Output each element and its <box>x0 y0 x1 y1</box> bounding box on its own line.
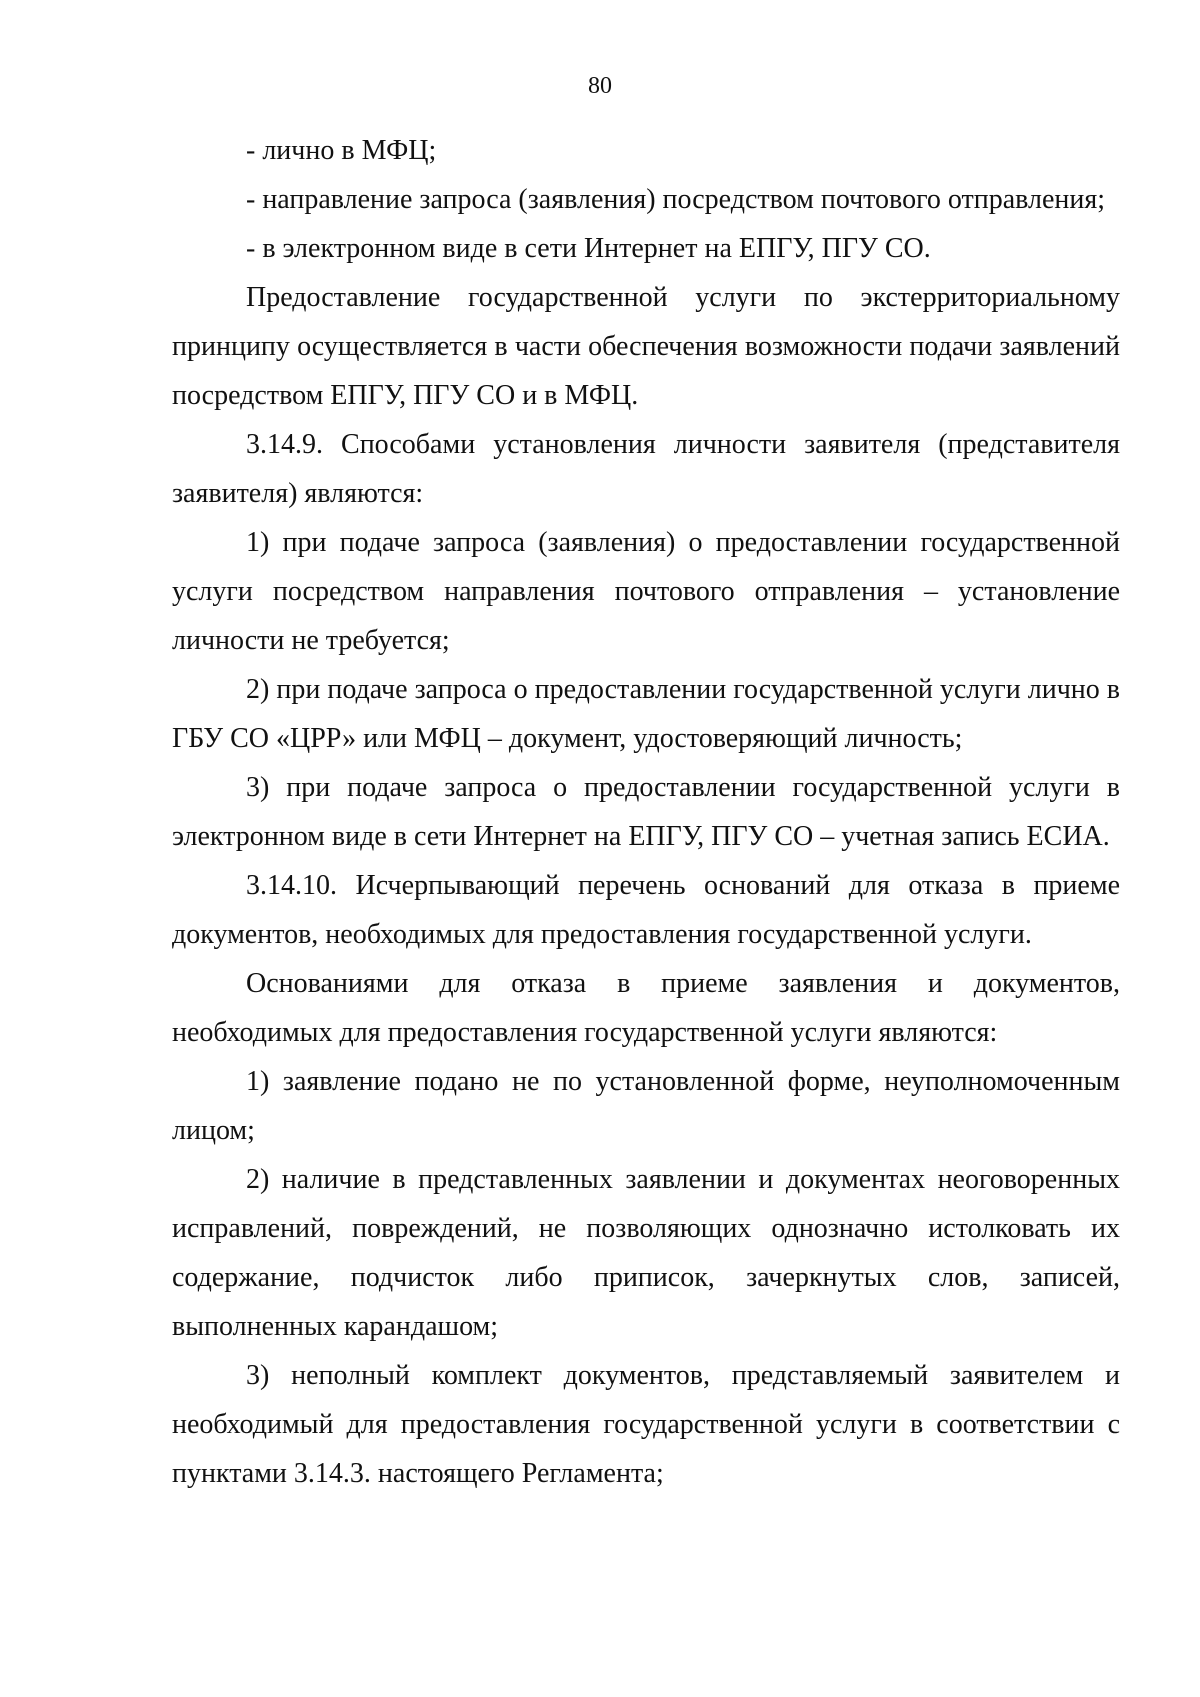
list-item-identity-1: 1) при подаче запроса (заявления) о предоставлении государственной услуги посредством направления почтового отправления – установление личности не требуется; <box>172 527 1120 656</box>
page-number: 80 <box>588 73 612 99</box>
document-body <box>172 126 1120 1498</box>
paragraph-3-14-9: 3.14.9. Способами установления личности заявителя (представителя заявителя) являются: <box>172 429 1120 509</box>
bullet-postal-request: - направление запроса (заявления) посредством почтового отправления; <box>246 184 1106 215</box>
list-item-identity-2: 2) при подаче запроса о предоставлении государственной услуги лично в ГБУ СО «ЦРР» или МФЦ – документ, удостоверяющий личность; <box>172 674 1120 754</box>
paragraph-extraterritorial: Предоставление государственной услуги по экстерриториальному принципу осуществляется в части обеспечения возможности подачи заявлений посредством ЕПГУ, ПГУ СО и в МФЦ. <box>172 282 1120 411</box>
paragraph-3-14-10: 3.14.10. Исчерпывающий перечень оснований для отказа в приеме документов, необходимых для предоставления государственной услуги. <box>172 870 1120 950</box>
bullet-electronic-request: - в электронном виде в сети Интернет на ЕПГУ, ПГУ СО. <box>246 233 931 264</box>
list-item-refusal-3: 3) неполный комплект документов, представляемый заявителем и необходимый для предоставления государственной услуги в соответствии с пунктами 3.14.3. настоящего Регламента; <box>172 1360 1120 1489</box>
list-item-refusal-2: 2) наличие в представленных заявлении и документах неоговоренных исправлений, повреждений, не позволяющих однозначно истолковать их содержание, подчисток либо приписок, зачеркнутых слов, записей, выполненных карандашом; <box>172 1164 1120 1342</box>
list-item-refusal-1: 1) заявление подано не по установленной форме, неуполномоченным лицом; <box>172 1066 1120 1146</box>
paragraph-refusal-grounds: Основаниями для отказа в приеме заявления и документов, необходимых для предоставления государственной услуги являются: <box>172 968 1120 1048</box>
list-item-identity-3: 3) при подаче запроса о предоставлении государственной услуги в электронном виде в сети Интернет на ЕПГУ, ПГУ СО – учетная запись ЕСИА. <box>172 772 1120 852</box>
bullet-in-person-mfc: - лично в МФЦ; <box>246 135 437 166</box>
